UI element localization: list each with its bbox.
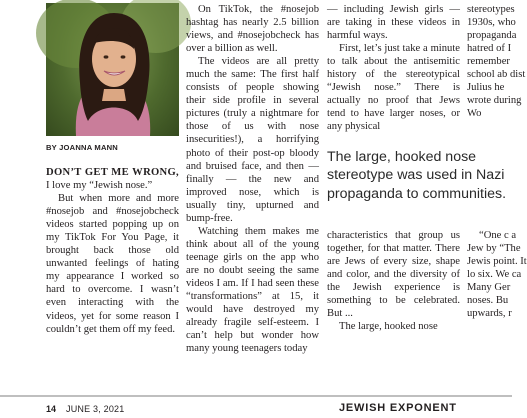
article-column-1 — [46, 166, 179, 336]
article-column-4-top — [467, 3, 526, 120]
paragraph: — including Jewish girls — are taking in these videos in harmful ways. — [327, 4, 460, 42]
page-number: 14 — [46, 404, 57, 414]
author-photo — [46, 3, 179, 136]
lede-rest: I love my “Jewish nose.” — [46, 180, 153, 192]
lede-paragraph — [46, 166, 179, 192]
paragraph: Watching them makes me think about all of the young teenage girls on the app who are no doubt seeing the same videos I am. If I had seen these “transformations” at 15, it would have destroyed my already fragile self-esteem. I can’t help but wonder how many young teenagers today — [186, 225, 319, 355]
paragraph: First, let’s just take a minute to talk about the antisemitic history of the stereotypical “Jewish nose.” There is actually no proof that Jews tend to have larger noses, or any physical — [327, 43, 460, 133]
article-column-3-bottom — [327, 229, 460, 333]
article-column-4-bottom — [467, 229, 527, 320]
paragraph: On TikTok, the #nosejob hashtag has nearly 2.5 billion views, and #nosejobcheck has over a billion as well. — [186, 4, 319, 55]
footer-rule — [0, 395, 512, 397]
pull-quote: The large, hooked nose stereotype was used in Nazi propaganda to communities. — [327, 149, 507, 202]
article-column-2 — [186, 3, 319, 355]
issue-date: JUNE 3, 2021 — [66, 404, 125, 414]
author-portrait-icon — [46, 3, 179, 136]
paragraph: “One c a Jew by “The Jewis point. It lo six. We ca Many Ger noses. Bu upwards, r — [467, 230, 527, 320]
paragraph: The large, hooked nose — [339, 321, 438, 333]
paragraph: The videos are all pretty much the same: The first half consists of people showing their side profile in several pictures (truly a nightmare for those of us with nose insecurities!), a horrifying photo of their post-op bloody and bruised face, and then — finally — the new and improved nose, which is usually tiny, upturned and bump-free. — [186, 56, 319, 224]
lede-text: DON’T GET ME WRONG, — [46, 167, 179, 178]
paragraph: stereotypes 1930s, who propaganda hatred of I remember school ab dist Julius he wrote during Wo — [467, 4, 526, 120]
paragraph: But when more and more #nosejob and #nosejobcheck videos started popping up on my TikTok For You Page, it brought back those old unwanted feelings of hating my appearance I worked so hard to overcome. I wasn’t even interacting with the videos, yet for some reason I couldn’t get them off my feed. — [46, 193, 179, 335]
byline: BY JOANNA MANN — [46, 143, 118, 152]
article-column-3-top — [327, 3, 460, 133]
publication-name: JEWISH EXPONENT — [339, 402, 457, 414]
paragraph: characteristics that group us together, for that matter. There are Jews of every size, shape and color, and the diversity of the Jewish experience is something to be celebrated. But ... — [327, 230, 460, 320]
